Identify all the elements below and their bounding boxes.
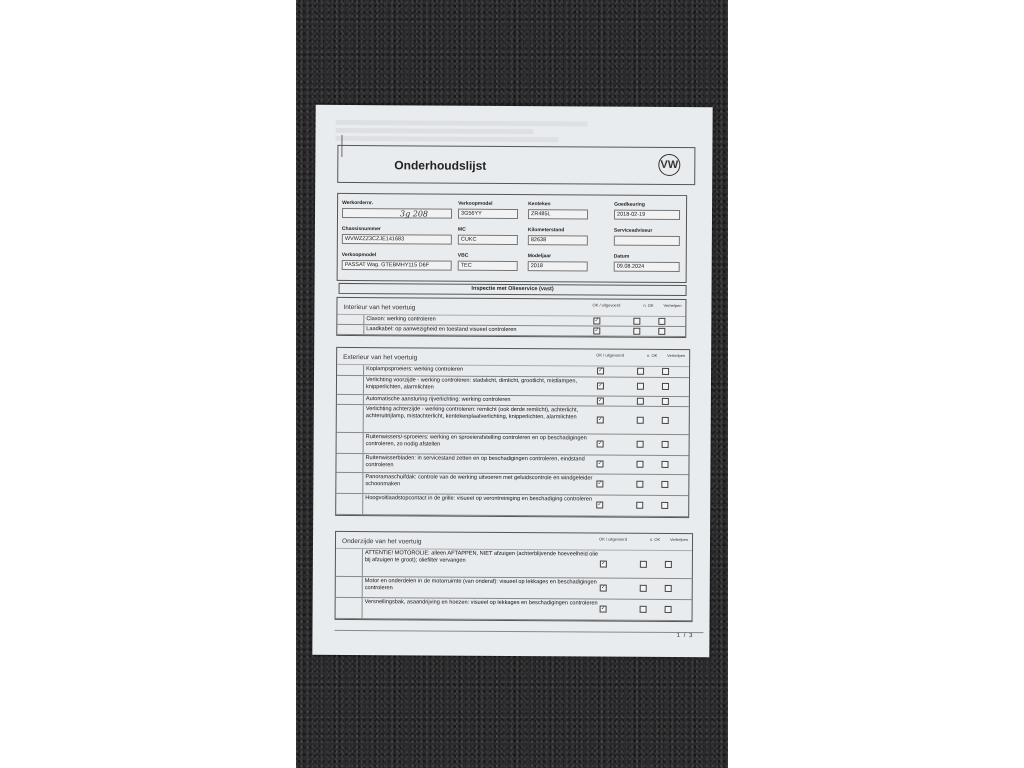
checkbox-verhelpen[interactable] [665, 561, 672, 568]
section-header [337, 298, 685, 317]
section-title: Onderzijde van het voertuig [341, 537, 422, 546]
field-mc: MC CUKC [458, 227, 518, 245]
checkbox-verhelpen[interactable] [661, 481, 668, 488]
checklist-row [336, 473, 688, 496]
page-number: 1 / 3 [676, 633, 694, 640]
checkbox-verhelpen[interactable] [658, 318, 665, 325]
checkbox-ok[interactable]: ✓ [594, 317, 599, 324]
col-nok-label: n. OK [649, 536, 661, 542]
checkbox-nok[interactable] [637, 441, 644, 448]
handwritten-werkorder: 3g 208 [399, 209, 429, 219]
checkbox-ok[interactable]: ✓ [597, 440, 603, 447]
checklist-item-text: Laadkabel: op aanwezigheid en toestand visueel controleren [363, 325, 596, 335]
checkbox-nok[interactable] [636, 481, 643, 488]
checklist-row [336, 577, 692, 600]
footer-divider [334, 630, 703, 633]
checkbox-verhelpen[interactable] [658, 328, 665, 335]
field-kilometerstand: Kilometerstand 82638 [528, 227, 588, 245]
checklist-item-text: Versnellingsbak, asaandrijving en hoezen: visueel op lekkages en beschadigingen controleren [362, 598, 603, 619]
checklist-item-text: Claxon: werking controleren [363, 315, 596, 325]
col-nok-label: n. OK [643, 302, 654, 308]
checkbox-nok[interactable] [640, 585, 647, 592]
checklist-item-text: Koplampsproeiers: werking controleren [363, 365, 600, 376]
col-verhelpen-label: Verhelpen [667, 352, 686, 359]
checkbox-nok[interactable] [637, 417, 644, 424]
checkbox-verhelpen[interactable] [665, 585, 672, 592]
col-nok-label: n. OK [647, 352, 658, 358]
checkbox-verhelpen[interactable] [662, 368, 669, 375]
col-ok-label: OK / uitgevoerd [596, 352, 625, 358]
vehicle-info-box [337, 193, 688, 283]
checklist-row [336, 598, 692, 621]
checkbox-verhelpen[interactable] [665, 606, 672, 613]
field-serviceadviseur: Serviceadviseur [614, 228, 680, 246]
checkbox-verhelpen[interactable] [661, 461, 668, 468]
checkbox-ok[interactable]: ✓ [598, 416, 603, 423]
checklist-row [337, 405, 689, 435]
field-vbc: VBC TEC [458, 253, 518, 271]
checkbox-verhelpen[interactable] [661, 502, 668, 509]
checkbox-nok[interactable] [640, 606, 647, 613]
checkbox-nok[interactable] [640, 561, 647, 568]
checkbox-nok[interactable] [633, 328, 640, 335]
col-verhelpen-label: Verhelpen [670, 536, 689, 543]
checkbox-nok[interactable] [636, 502, 643, 509]
werkorder-value [342, 208, 452, 219]
col-ok-label: OK / uitgevoerd [592, 302, 621, 308]
checklist-item-text: Hoogvoltlaadstopcontact in de grille: visueel op verontreiniging en beschadiging controleren [362, 494, 599, 515]
page-title: Onderhoudslijst [394, 158, 487, 173]
checkbox-ok[interactable]: ✓ [600, 605, 606, 612]
field-verkoopmodel-full: Verkoopmodel PASSAT Wag. GTEBMHY115 D6F [342, 252, 452, 271]
checkbox-nok[interactable] [637, 383, 644, 390]
checkbox-ok[interactable]: ✓ [598, 382, 603, 389]
vw-logo-icon: VW [658, 154, 680, 176]
section-interieur [336, 297, 686, 338]
field-datum: Datum 09.08.2024 [614, 254, 680, 272]
field-goedkeuring: Goedkeuring 2018-02-19 [614, 202, 680, 220]
checklist-item-text: Panoramaschuifdak: controle van de werking uitvoeren met geluidscontrole en windgeleider schoonmaken [362, 473, 599, 494]
checklist-item-text: Automatische aansturing rijverlichting: werking controleren [363, 395, 600, 405]
checkbox-nok[interactable] [637, 368, 644, 375]
checklist-item-text: Verlichting voorzijde - werking controleren: stadslicht, dimlicht, grootlicht, mistlampen, knipperlichten, alarmlichten [363, 376, 600, 395]
checklist-item-text: Ruitenwisserbladen: in servicestand zetten en op beschadigingen controleren, eindstand controleren [362, 454, 599, 473]
checklist-row [336, 549, 692, 579]
section-header [337, 348, 689, 367]
checklist-row [337, 433, 689, 456]
field-modeljaar: Modeljaar 2018 [528, 253, 588, 271]
section-title: Interieur van het voertuig [343, 303, 416, 312]
checklist-row [336, 494, 688, 517]
col-ok-label: OK / uitgevoerd [599, 536, 627, 542]
checklist-item-text: ATTENTIE! MOTOROLIE: alleen AFTAPPEN, NIET afzuigen (achterblijvende hoeveelheid olie bij afzuigen te groot); oliefilter vervangen [362, 549, 603, 577]
checkbox-nok[interactable] [636, 461, 643, 468]
section-title: Exterieur van het voertuig [343, 353, 418, 362]
checklist-item-text: Verlichting achterzijde - werking controleren: remlicht (ook derde remlicht), achterlicht, achteruitrijlamp, mistachterlicht, kentekenplaatverlichting, knipperlichten, alarmlichten [363, 405, 600, 433]
checkbox-ok[interactable]: ✓ [597, 501, 602, 508]
checkbox-verhelpen[interactable] [662, 441, 669, 448]
checkbox-ok[interactable]: ✓ [597, 460, 603, 467]
inspection-title: Inspectie met Olieservice (vast) [339, 283, 687, 296]
field-kenteken: Kenteken ZR485L [528, 201, 588, 219]
col-verhelpen-label: Verhelpen [663, 302, 682, 309]
checkbox-verhelpen[interactable] [662, 417, 669, 424]
checkbox-ok[interactable]: ✓ [598, 367, 603, 374]
checkbox-nok[interactable] [637, 398, 644, 405]
checklist-item-text: Motor en onderdelen in de motorruimte (van onderaf): visueel op lekkages en beschadigingen controleren [362, 577, 603, 598]
checkbox-nok[interactable] [633, 318, 640, 325]
document-header [337, 145, 695, 185]
checklist-row [337, 325, 685, 337]
checkbox-verhelpen[interactable] [662, 383, 669, 390]
checklist-row [336, 454, 688, 475]
section-header [336, 532, 692, 551]
maintenance-sheet [312, 105, 712, 657]
section-onderzijde [335, 531, 694, 622]
field-verkoopmodel: Verkoopmodel 3G56YY [458, 201, 518, 219]
checkbox-ok[interactable]: ✓ [594, 327, 599, 334]
field-werkorder: Werkordernr. 3g 208 [342, 200, 452, 219]
field-chassisnummer: Chassisnummer WVWZZZ3CZJE141683 [342, 226, 452, 245]
section-exterieur [335, 347, 690, 518]
checkbox-ok[interactable]: ✓ [601, 584, 606, 591]
checkbox-ok[interactable]: ✓ [598, 397, 603, 404]
checkbox-ok[interactable]: ✓ [597, 480, 602, 487]
checklist-item-text: Ruitenwissers/-sproeiers: werking en sproeierafstelling controleren en op beschadigingen controleren, zo nodig afstellen [363, 433, 600, 454]
checklist-row [337, 376, 689, 397]
checkbox-verhelpen[interactable] [662, 398, 669, 405]
checkbox-ok[interactable]: ✓ [601, 560, 606, 567]
